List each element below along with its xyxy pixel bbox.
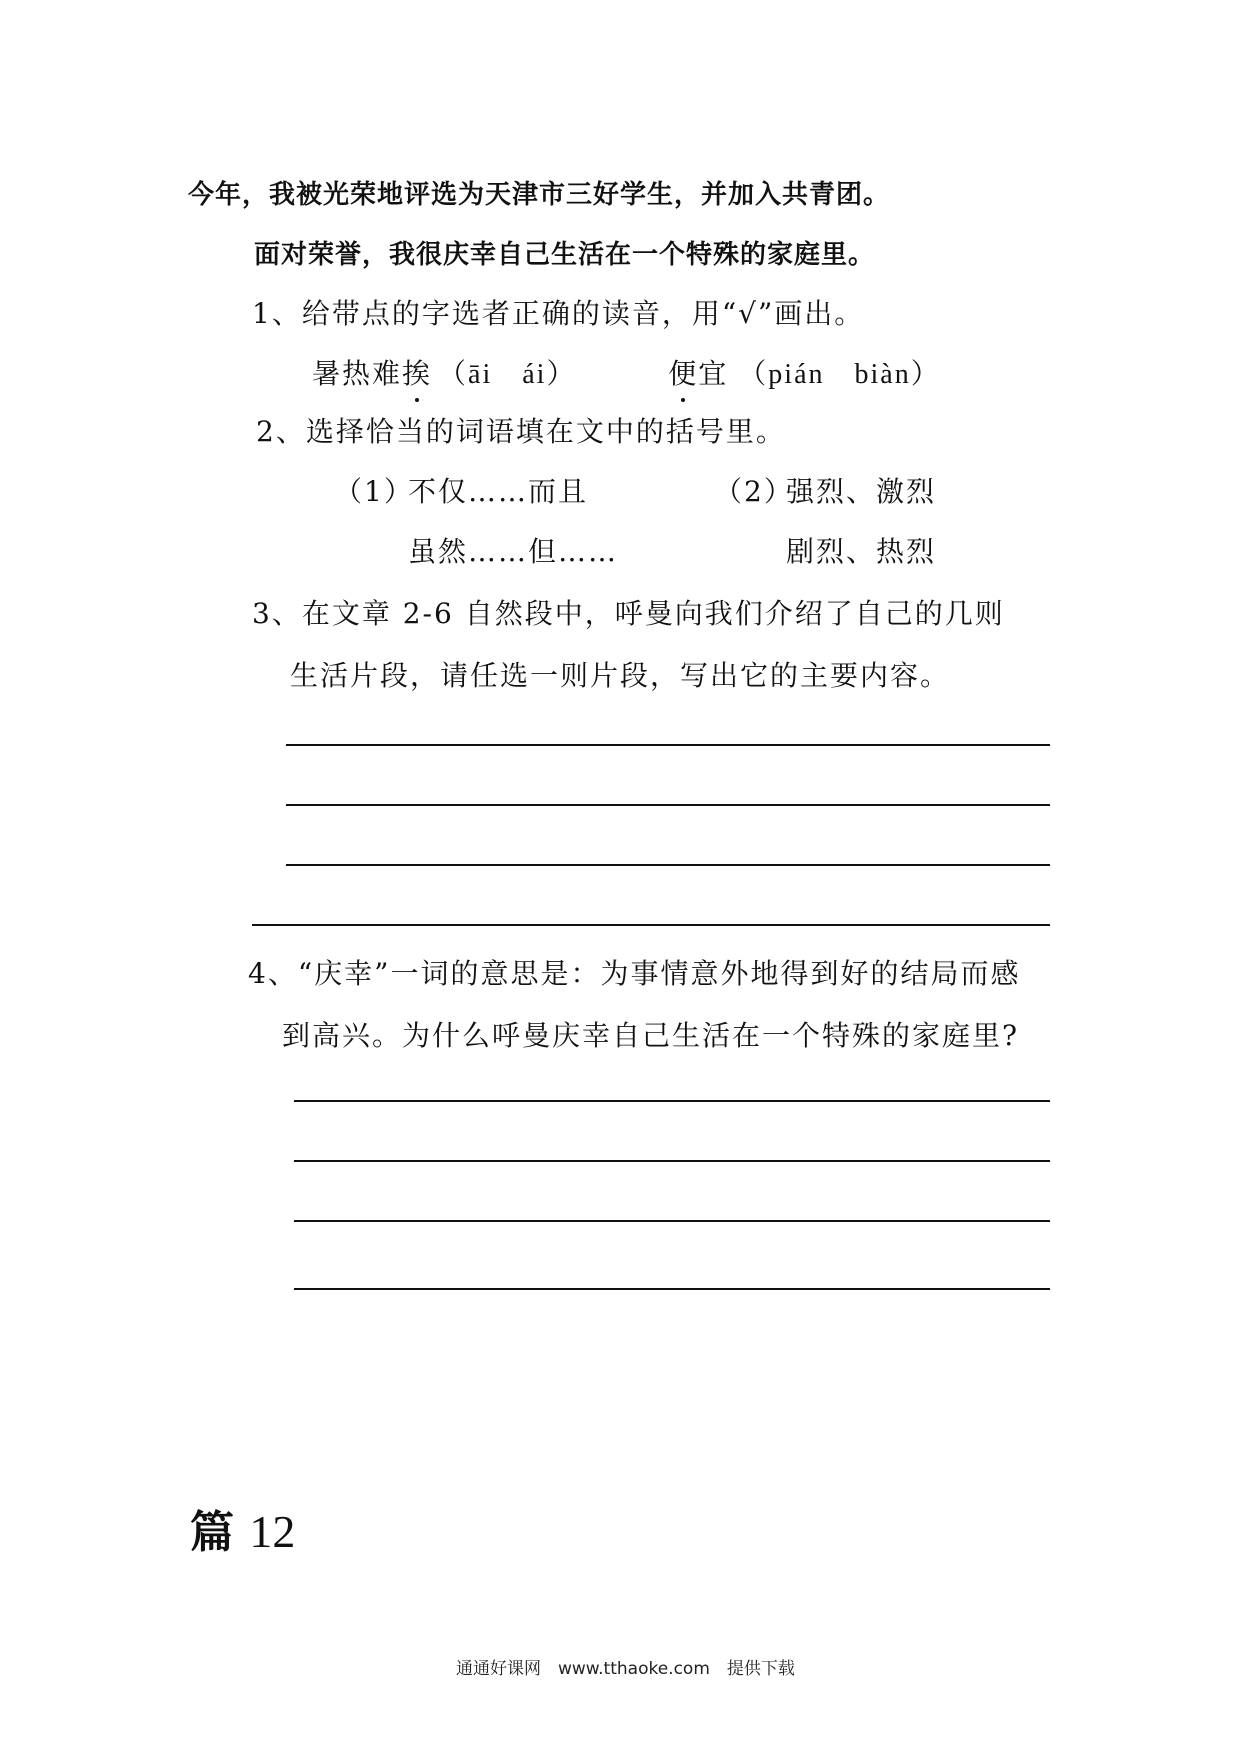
q2-group1-option-b: 虽然……但……	[408, 535, 619, 568]
q2-group2-label: （2）	[714, 475, 794, 508]
question-3-line-1: 3、在文章 2-6 自然段中，呼曼向我们介绍了自己的几则	[252, 597, 1005, 630]
intro-line-1: 今年，我被光荣地评选为天津市三好学生，并加入共青团。	[188, 180, 891, 210]
question-2-text: 2、选择恰当的词语填在文中的括号里。	[256, 415, 786, 448]
q3-answer-line-1[interactable]	[286, 744, 1050, 746]
q1-word1-prefix: 暑热难	[312, 357, 403, 390]
intro-line-2: 面对荣誉，我很庆幸自己生活在一个特殊的家庭里。	[254, 240, 876, 270]
footer-credit: 通通好课网 www.tthaoke.com 提供下载	[456, 1659, 795, 1679]
q4-answer-line-1[interactable]	[294, 1100, 1050, 1102]
question-3-line-2: 生活片段，请任选一则片段，写出它的主要内容。	[290, 659, 951, 692]
section-heading	[190, 1496, 295, 1560]
question-1-text: 1、给带点的字选者正确的读音，用“√”画出。	[252, 297, 865, 330]
q3-answer-line-4[interactable]	[252, 924, 1050, 926]
q2-group2-option-b: 剧烈、热烈	[786, 535, 937, 568]
q1-word2-dotted-char: 便	[668, 352, 698, 392]
q3-answer-line-2[interactable]	[286, 804, 1050, 806]
question-4-line-1: 4、“庆幸”一词的意思是：为事情意外地得到好的结局而感	[248, 957, 1021, 990]
q4-answer-line-3[interactable]	[294, 1220, 1050, 1222]
section-number: 12	[249, 1506, 296, 1557]
q4-answer-line-2[interactable]	[294, 1160, 1050, 1162]
q1-word1-pinyin: （āi ái）	[438, 359, 577, 390]
q3-answer-line-3[interactable]	[286, 864, 1050, 866]
q2-group2-option-a: 强烈、激烈	[786, 475, 937, 508]
q2-group1-label: （1）	[334, 475, 414, 508]
question-4-line-2: 到高兴。为什么呼曼庆幸自己生活在一个特殊的家庭里?	[282, 1019, 1020, 1052]
q2-group1-option-a: 不仅……而且	[408, 475, 589, 508]
section-label: 篇	[190, 1507, 234, 1558]
q1-word2-suffix: 宜	[698, 357, 729, 390]
q1-word1-dotted-char: 挨	[402, 352, 432, 392]
q1-word2-pinyin: （pián biàn）	[738, 359, 941, 390]
question-1-options	[312, 352, 941, 392]
q4-answer-line-4[interactable]	[294, 1288, 1050, 1290]
